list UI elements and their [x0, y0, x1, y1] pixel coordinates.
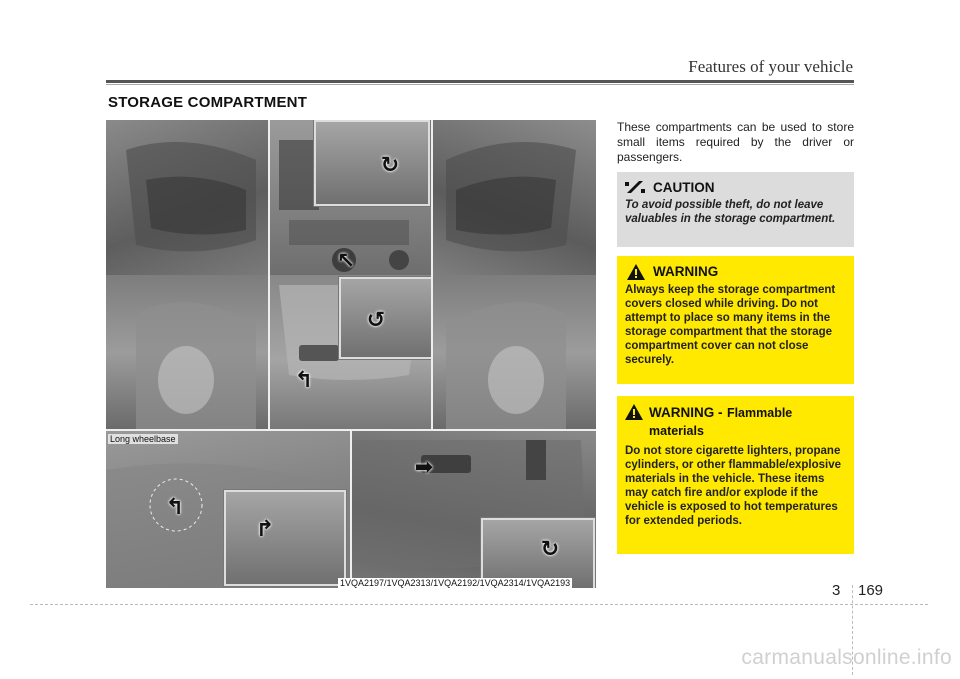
divider: [431, 120, 433, 430]
bin-inset: [224, 490, 346, 586]
curved-arrow-icon: ↰: [165, 494, 185, 519]
intro-text: These compartments can be used to store small items required by the driver or passengers.: [617, 120, 854, 164]
photo-image-codes: 1VQA2197/1VQA2313/1VQA2192/1VQA2314/1VQA2193: [340, 578, 571, 588]
warning-box: [617, 256, 854, 384]
photo-door-panel-left: [106, 120, 269, 275]
curved-arrow-icon: ↻: [380, 152, 400, 177]
warning2-title: WARNING -: [649, 405, 723, 420]
divider: [268, 120, 270, 430]
warning-body: Always keep the storage compartment covers closed while driving. Do not attempt to place so many items in the storage compartment that the storage compartment cover can not close securely.: [625, 284, 836, 366]
photo-glove-box: [351, 430, 596, 588]
page-number: 169: [858, 582, 884, 599]
warning-triangle-icon: [625, 404, 643, 420]
photo-overhead-console: [269, 275, 432, 430]
header-rule-thin: [106, 84, 854, 85]
door-panel-shape: [106, 120, 269, 275]
seat-shape: [432, 275, 596, 430]
door-panel-shape: [432, 120, 596, 275]
caution-slash-icon: [625, 180, 647, 194]
chapter-number: 3: [832, 582, 841, 599]
section-title: STORAGE COMPARTMENT: [108, 94, 308, 111]
warning-header: [625, 264, 846, 280]
watermark: carmanualsonline.info: [741, 646, 952, 669]
curved-arrow-icon: ↻: [540, 536, 560, 561]
console-inset: [314, 120, 430, 206]
curved-arrow-icon: ➡: [414, 454, 434, 479]
warning-triangle-icon: [625, 264, 647, 280]
footer-rule: [30, 604, 928, 605]
divider: [350, 430, 352, 588]
caution-box: [617, 172, 854, 247]
curved-arrow-icon: ↰: [294, 367, 314, 392]
curved-arrow-icon: ↖: [336, 248, 356, 273]
photo-long-wheelbase-bin: [106, 430, 351, 588]
photo-center-console: [269, 120, 432, 275]
photo-seat-left: [106, 275, 269, 430]
warning2-subtitle: Flammable materials: [649, 406, 793, 438]
warning2-box: [617, 396, 854, 554]
caution-title: CAUTION: [653, 180, 715, 195]
curved-arrow-icon: ↱: [255, 516, 275, 541]
photo-collage: [106, 120, 596, 588]
photo-seat-right: [432, 275, 596, 430]
header-rule: [106, 80, 854, 83]
warning2-header: [625, 404, 846, 440]
warning-title: WARNING: [653, 264, 719, 279]
curved-arrow-icon: ↺: [366, 307, 386, 332]
header-title: Features of your vehicle: [688, 57, 853, 76]
caution-body: To avoid possible theft, do not leave valuables in the storage compartment.: [625, 199, 836, 225]
seat-shape: [106, 275, 269, 430]
warning2-body: Do not store cigarette lighters, propane cylinders, or other flammable/explosive materials in the vehicle. These items may catch fire and/or explode if the vehicle is exposed to hot temperatures for extended periods.: [625, 445, 842, 527]
photo-door-panel-right: [432, 120, 596, 275]
caution-header: [625, 180, 846, 195]
long-wheelbase-label: Long wheelbase: [110, 434, 176, 444]
